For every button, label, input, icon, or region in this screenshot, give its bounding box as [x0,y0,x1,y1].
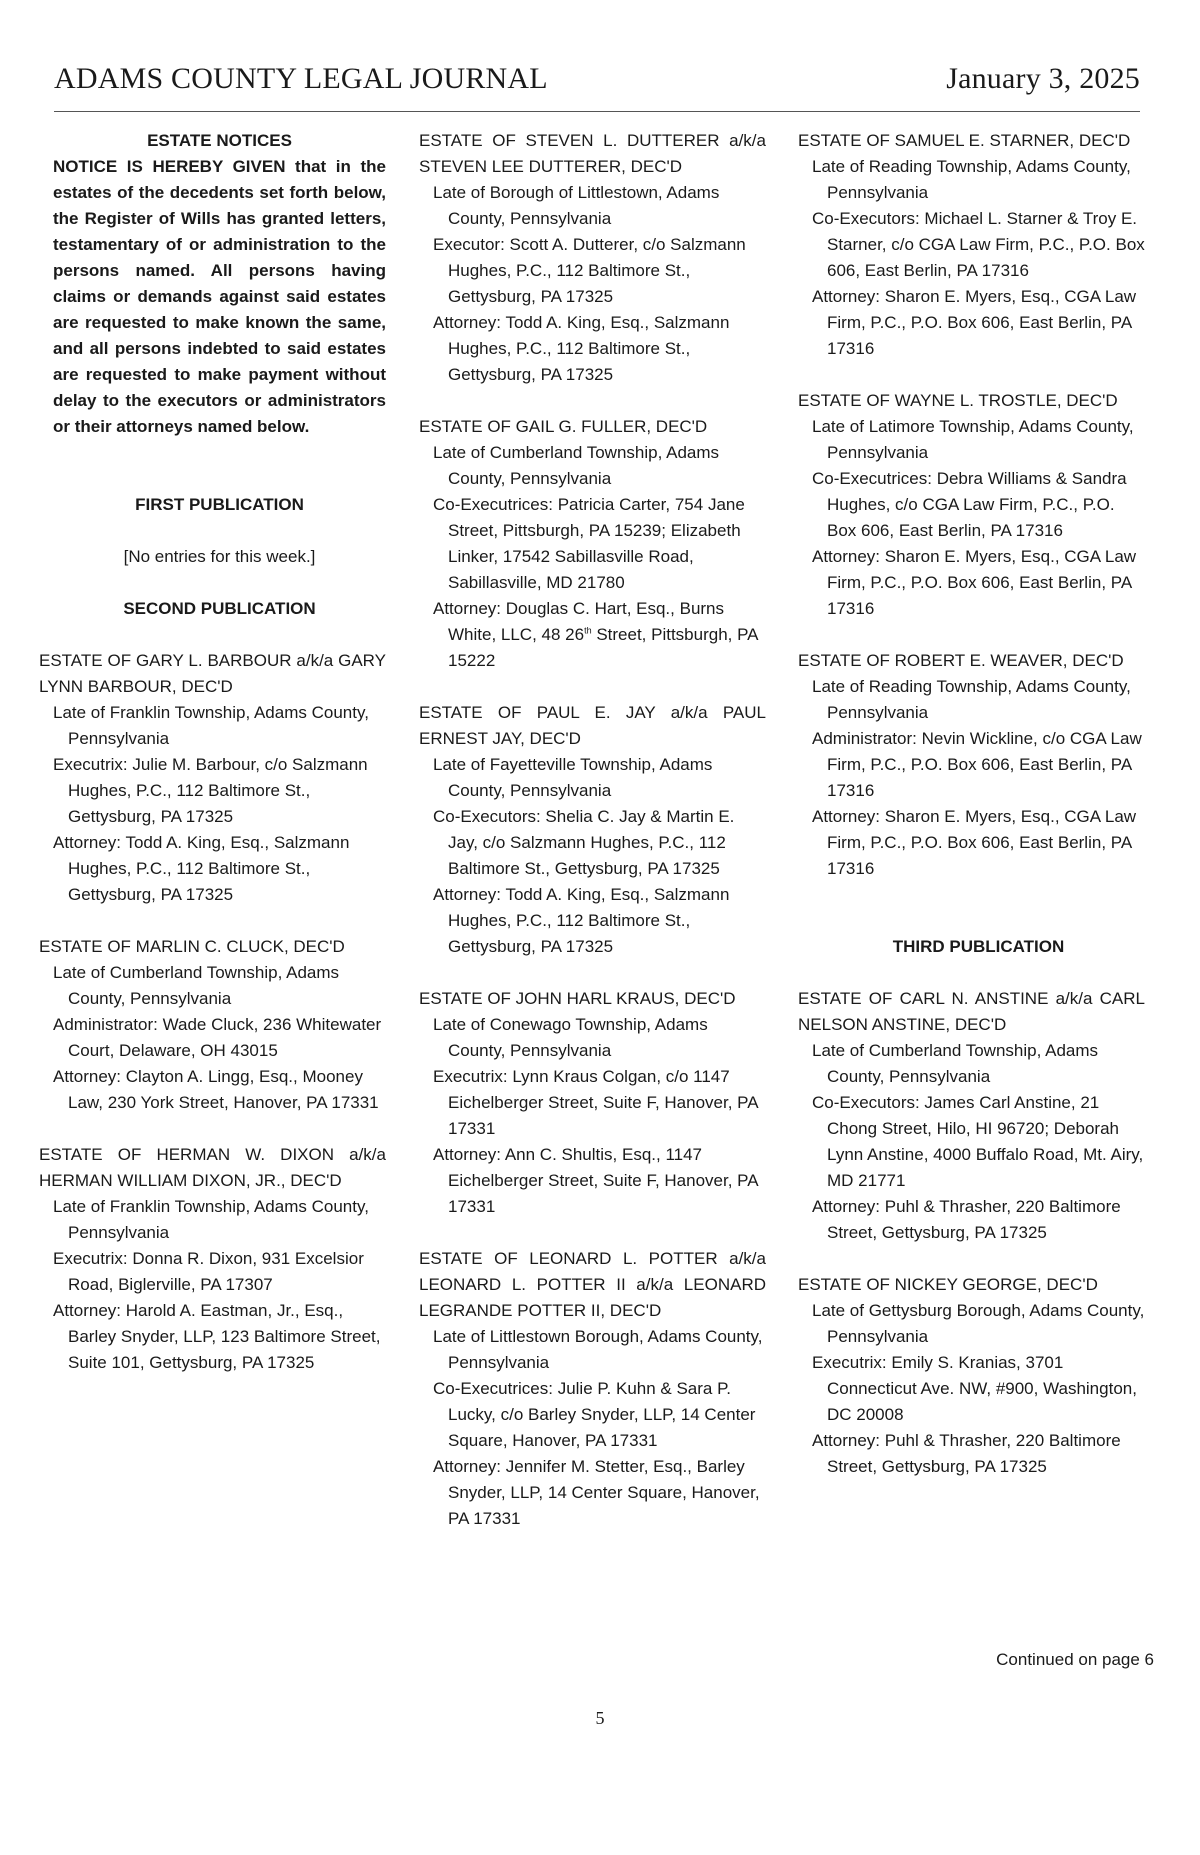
estate-representative: Executrix: Julie M. Barbour, c/o Salzmann Hughes, P.C., 112 Baltimore St., Gettysburg, PA 17325 [53,755,368,826]
estate-entry [798,648,1145,882]
estate-attorney: Attorney: Puhl & Thrasher, 220 Baltimore Street, Gettysburg, PA 17325 [812,1197,1121,1242]
estate-representative: Co-Executrices: Julie P. Kuhn & Sara P. Lucky, c/o Barley Snyder, LLP, 14 Center Square, Hanover, PA 17331 [433,1379,756,1450]
estate-representative: Administrator: Wade Cluck, 236 Whitewater Court, Delaware, OH 43015 [53,1015,382,1060]
page-header [54,62,1140,96]
estate-residence: Late of Reading Township, Adams County, Pennsylvania [812,157,1131,202]
estate-title: ESTATE OF HERMAN W. DIXON a/k/a HERMAN WILLIAM DIXON, JR., DEC'D [39,1145,386,1190]
estate-attorney: Attorney: Jennifer M. Stetter, Esq., Barley Snyder, LLP, 14 Center Square, Hanover, PA 17331 [433,1457,760,1528]
estate-representative: Co-Executors: Michael L. Starner & Troy E. Starner, c/o CGA Law Firm, P.C., P.O. Box 606, East Berlin, PA 17316 [812,209,1145,280]
intro-title: ESTATE NOTICES [147,131,292,150]
estate-attorney: Attorney: Ann C. Shultis, Esq., 1147 Eichelberger Street, Suite F, Hanover, PA 17331 [433,1145,758,1216]
estate-title: ESTATE OF JOHN HARL KRAUS, DEC'D [419,989,736,1008]
estate-residence: Late of Cumberland Township, Adams County, Pennsylvania [53,963,340,1008]
estate-entry [419,1246,766,1532]
estate-entry [798,986,1145,1246]
estate-representative: Co-Executors: James Carl Anstine, 21 Chong Street, Hilo, HI 96720; Deborah Lynn Anstine, 4000 Buffalo Road, Mt. Airy, MD 21771 [812,1093,1144,1190]
estate-attorney: Attorney: Harold A. Eastman, Jr., Esq., Barley Snyder, LLP, 123 Baltimore Street, Suite 101, Gettysburg, PA 17325 [53,1301,381,1372]
estate-title: ESTATE OF GARY L. BARBOUR a/k/a GARY LYNN BARBOUR, DEC'D [39,651,386,696]
estate-entry [419,128,766,388]
estate-residence: Late of Cumberland Township, Adams County, Pennsylvania [433,443,720,488]
attorney-text-rest: Street, Pittsburgh, PA 15222 [448,625,758,670]
estate-residence: Late of Franklin Township, Adams County, Pennsylvania [53,703,369,748]
estate-title: ESTATE OF GAIL G. FULLER, DEC'D [419,417,708,436]
estate-representative: Administrator: Nevin Wickline, c/o CGA Law Firm, P.C., P.O. Box 606, East Berlin, PA 17316 [812,729,1142,800]
continued-note: Continued on page 6 [996,1650,1154,1669]
estate-title: ESTATE OF CARL N. ANSTINE a/k/a CARL NELSON ANSTINE, DEC'D [798,989,1145,1034]
header-rule [54,111,1140,112]
estate-title: ESTATE OF NICKEY GEORGE, DEC'D [798,1275,1098,1294]
estate-attorney: Attorney: Todd A. King, Esq., Salzmann Hughes, P.C., 112 Baltimore St., Gettysburg, PA 17325 [53,833,350,904]
estate-entry [798,1272,1145,1480]
estate-residence: Late of Fayetteville Township, Adams County, Pennsylvania [433,755,713,800]
estate-attorney: Attorney: Puhl & Thrasher, 220 Baltimore Street, Gettysburg, PA 17325 [812,1431,1121,1476]
estate-entry [419,700,766,960]
estate-residence: Late of Franklin Township, Adams County, Pennsylvania [53,1197,369,1242]
issue-date: January 3, 2025 [946,62,1140,95]
estate-title: ESTATE OF PAUL E. JAY a/k/a PAUL ERNEST JAY, DEC'D [419,703,766,748]
estate-residence: Late of Reading Township, Adams County, Pennsylvania [812,677,1131,722]
estate-entry [419,414,766,674]
column-3 [798,128,1145,1480]
estate-representative: Co-Executrices: Debra Williams & Sandra Hughes, c/o CGA Law Firm, P.C., P.O. Box 606, East Berlin, PA 17316 [812,469,1127,540]
estate-title: ESTATE OF LEONARD L. POTTER a/k/a LEONARD L. POTTER II a/k/a LEONARD LEGRANDE POTTER II, DEC'D [419,1249,766,1320]
ordinal-suffix: th [584,625,592,636]
column-1 [39,128,386,1376]
journal-title: ADAMS COUNTY LEGAL JOURNAL [54,62,548,95]
estate-entry [798,128,1145,362]
estate-attorney: Attorney: Todd A. King, Esq., Salzmann Hughes, P.C., 112 Baltimore St., Gettysburg, PA 17325 [433,313,730,384]
estate-entry [798,388,1145,622]
intro-body: NOTICE IS HEREBY GIVEN that in the estates of the decedents set forth below, the Register of Wills has granted letters, testamentary of or administration to the persons named. All persons having claims or demands against said estates are requested to make known the same, and all persons indebted to said estates are requested to make payment without delay to the executors or administrators or their attorneys named below. [53,157,386,436]
estate-residence: Late of Conewago Township, Adams County, Pennsylvania [433,1015,708,1060]
estate-residence: Late of Cumberland Township, Adams County, Pennsylvania [812,1041,1099,1086]
estate-residence: Late of Littlestown Borough, Adams County, Pennsylvania [433,1327,763,1372]
estate-attorney: Attorney: Todd A. King, Esq., Salzmann Hughes, P.C., 112 Baltimore St., Gettysburg, PA 17325 [433,885,730,956]
estate-attorney [419,596,766,674]
section-heading-first: FIRST PUBLICATION [135,495,304,514]
page-number: 5 [595,1708,605,1728]
estate-title: ESTATE OF STEVEN L. DUTTERER a/k/a STEVEN LEE DUTTERER, DEC'D [419,131,766,176]
estate-representative: Executrix: Donna R. Dixon, 931 Excelsior Road, Biglerville, PA 17307 [53,1249,364,1294]
section-heading-third: THIRD PUBLICATION [892,937,1065,956]
estate-attorney: Attorney: Sharon E. Myers, Esq., CGA Law Firm, P.C., P.O. Box 606, East Berlin, PA 17316 [812,807,1137,878]
estate-title: ESTATE OF ROBERT E. WEAVER, DEC'D [798,651,1124,670]
estate-entry [419,986,766,1220]
estate-title: ESTATE OF MARLIN C. CLUCK, DEC'D [39,937,345,956]
estate-representative: Co-Executors: Shelia C. Jay & Martin E. Jay, c/o Salzmann Hughes, P.C., 112 Baltimore St., Gettysburg, PA 17325 [433,807,735,878]
estate-title: ESTATE OF SAMUEL E. STARNER, DEC'D [798,131,1131,150]
estate-representative: Co-Executrices: Patricia Carter, 754 Jane Street, Pittsburgh, PA 15239; Elizabeth Linker, 17542 Sabillasville Road, Sabillasville, MD 21780 [433,495,745,592]
estate-attorney: Attorney: Clayton A. Lingg, Esq., Mooney Law, 230 York Street, Hanover, PA 17331 [53,1067,379,1112]
estate-attorney: Attorney: Sharon E. Myers, Esq., CGA Law Firm, P.C., P.O. Box 606, East Berlin, PA 17316 [812,547,1137,618]
estate-representative: Executor: Scott A. Dutterer, c/o Salzmann Hughes, P.C., 112 Baltimore St., Gettysburg, PA 17325 [433,235,746,306]
column-2 [419,128,766,1532]
estate-residence: Late of Gettysburg Borough, Adams County, Pennsylvania [812,1301,1145,1346]
estate-title: ESTATE OF WAYNE L. TROSTLE, DEC'D [798,391,1118,410]
estate-residence: Late of Latimore Township, Adams County, Pennsylvania [812,417,1134,462]
estate-representative: Executrix: Emily S. Kranias, 3701 Connecticut Ave. NW, #900, Washington, DC 20008 [812,1353,1137,1424]
no-entries-note: [No entries for this week.] [123,547,316,566]
estate-representative: Executrix: Lynn Kraus Colgan, c/o 1147 Eichelberger Street, Suite F, Hanover, PA 17331 [433,1067,758,1138]
section-heading-second: SECOND PUBLICATION [123,599,316,618]
attorney-text: Attorney: Douglas C. Hart, Esq., Burns White, LLC, 48 26 [433,599,725,644]
estate-entry [39,1142,386,1376]
estate-attorney: Attorney: Sharon E. Myers, Esq., CGA Law Firm, P.C., P.O. Box 606, East Berlin, PA 17316 [812,287,1137,358]
estate-entry [39,648,386,908]
estate-entry [39,934,386,1116]
estate-residence: Late of Borough of Littlestown, Adams County, Pennsylvania [433,183,720,228]
